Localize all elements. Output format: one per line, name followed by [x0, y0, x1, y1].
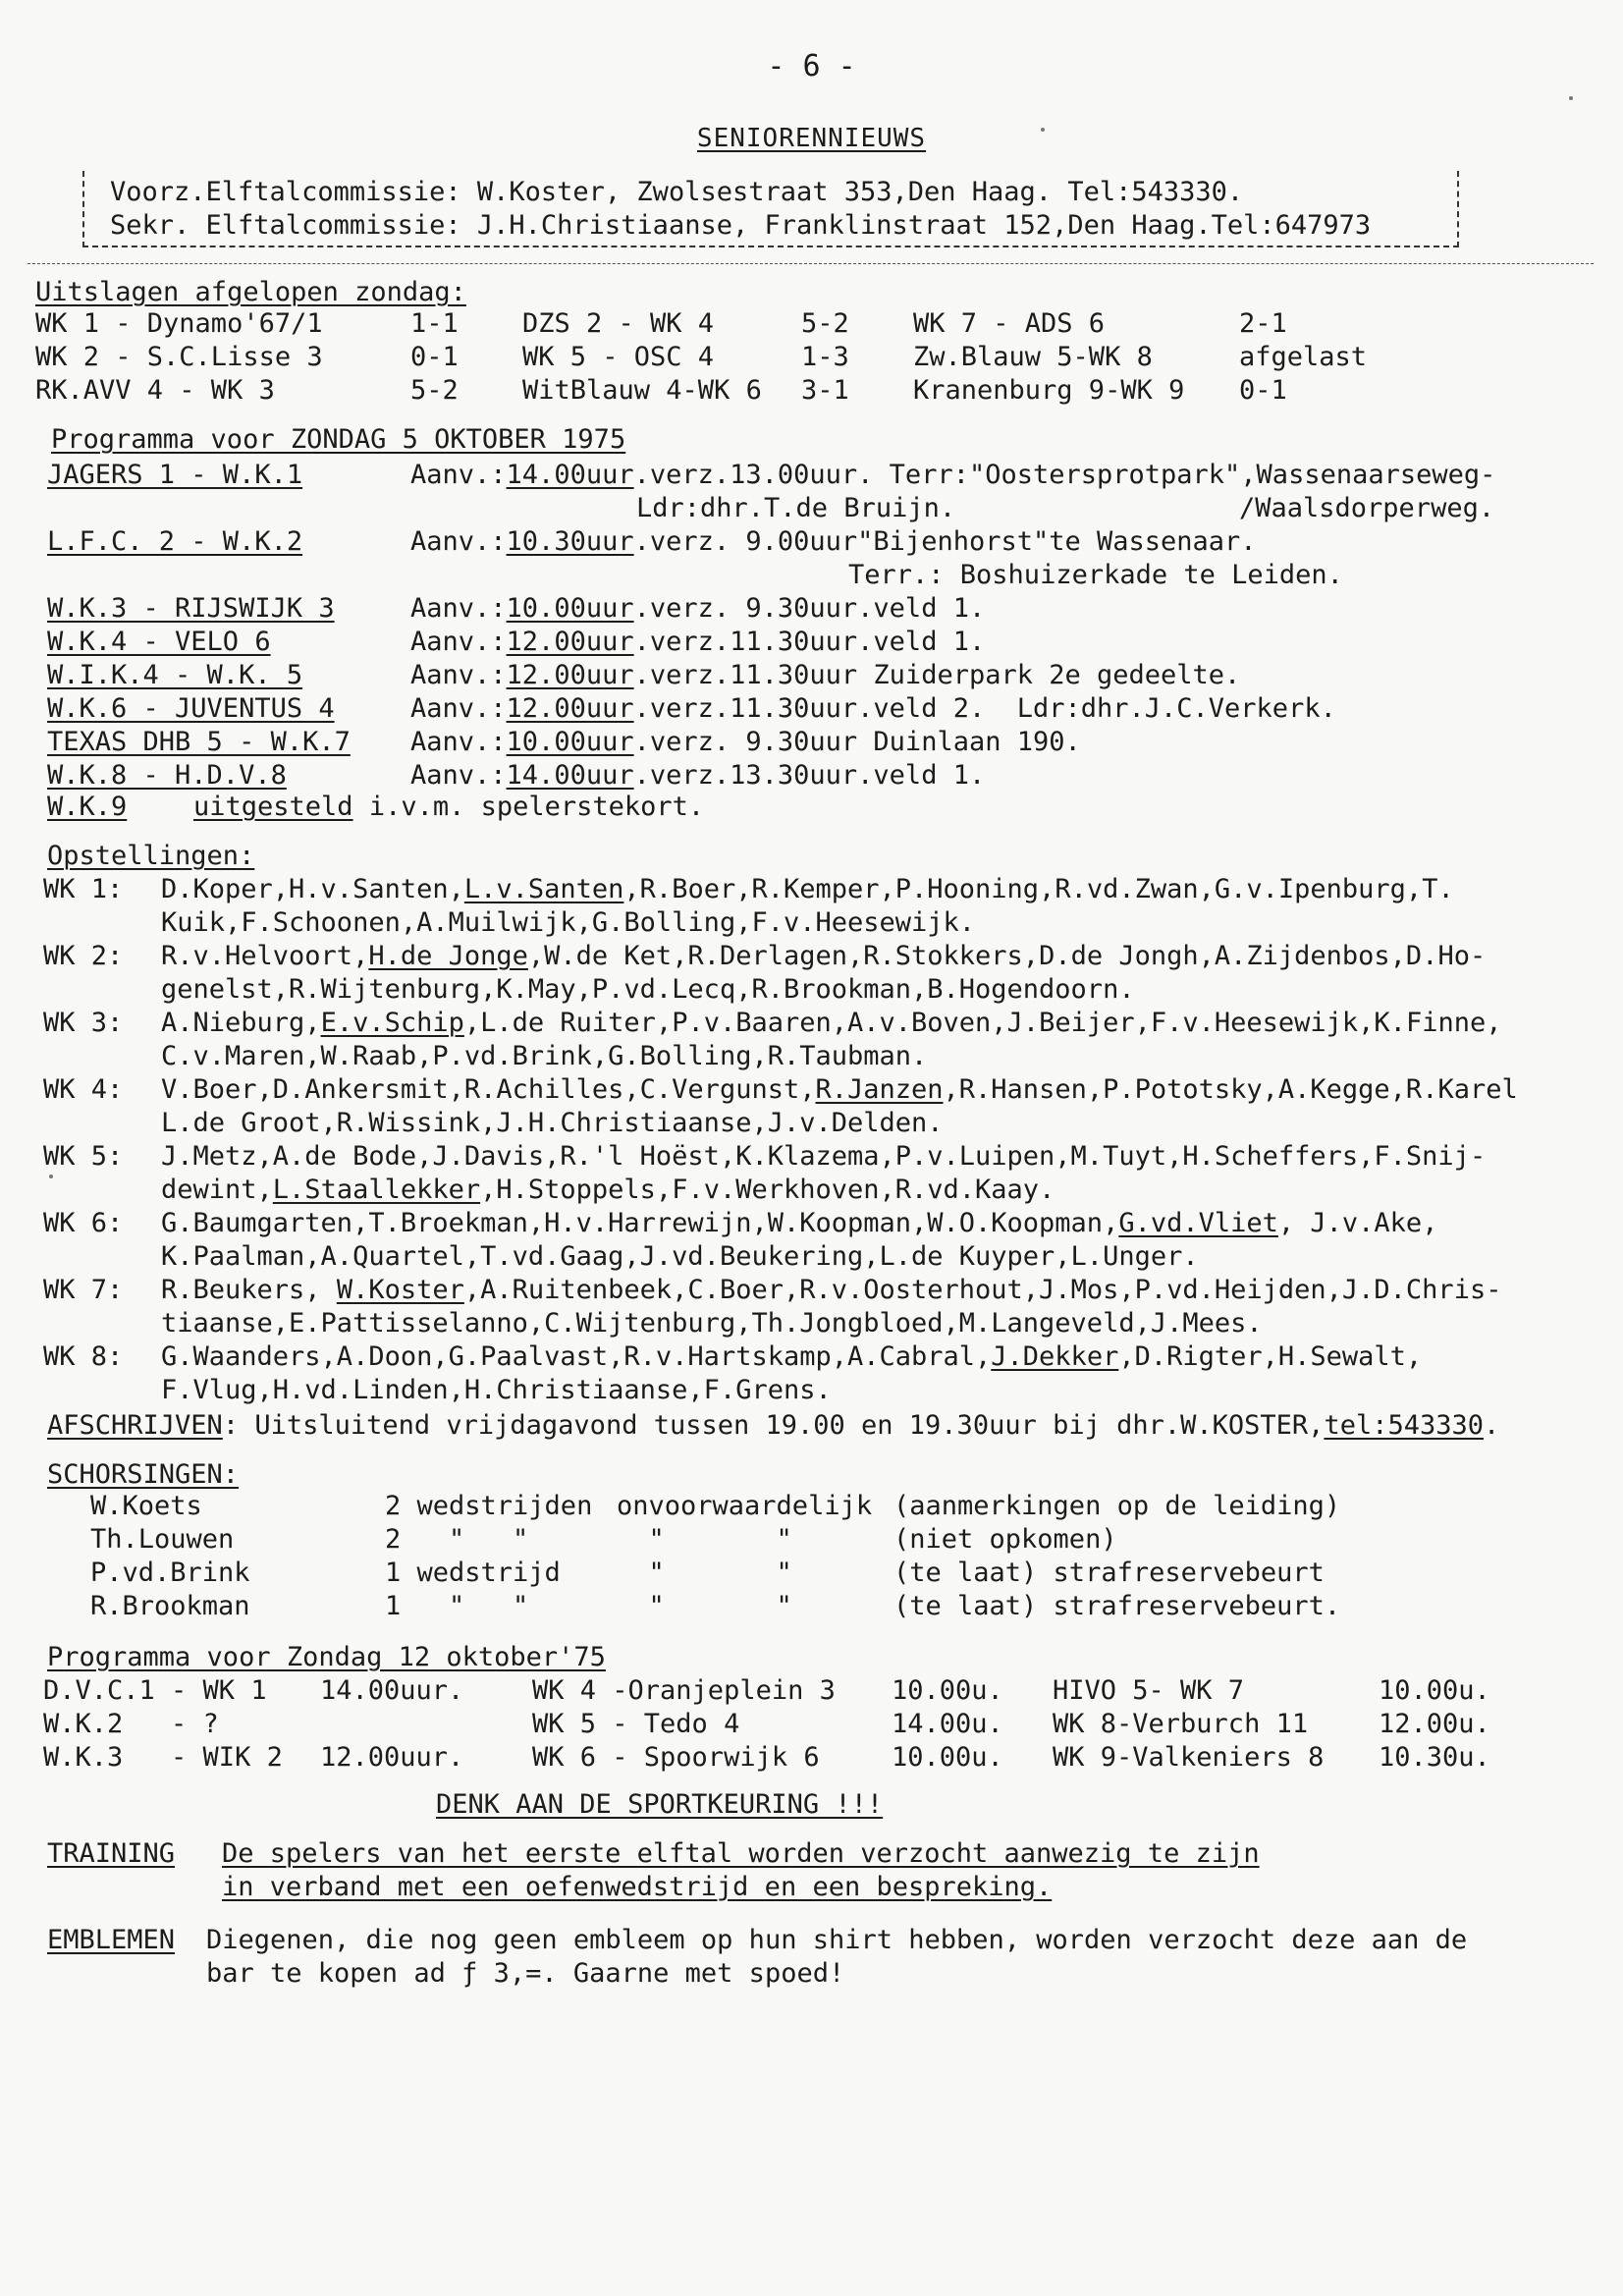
lineup-captain: J.Dekker: [991, 1341, 1119, 1372]
result-match: DZS 2 - WK 4: [522, 308, 715, 339]
lineup-players: D.Koper,H.v.Santen,: [161, 874, 464, 904]
lineup-players: A.Nieburg,: [161, 1008, 321, 1038]
kickoff-time: 10.00uur: [506, 593, 634, 624]
lineup-players: ,R.Hansen,P.Pototsky,A.Kegge,R.Karel: [943, 1074, 1518, 1105]
kickoff-time: 12.00uur: [506, 693, 634, 724]
lineup-line: [161, 1175, 1055, 1206]
fixture-info: .verz.13.00uur. Terr:"Oostersprotpark",Wassenaarseweg-: [633, 460, 1496, 490]
result-score: 0-1: [410, 342, 459, 372]
lineup-players: Kuik,F.Schoonen,A.Muilwijk,G.Bolling,F.v.Heesewijk.: [161, 907, 976, 938]
lineup-line: [161, 1141, 1486, 1173]
lineup-players: R.Beukers,: [161, 1275, 337, 1305]
page-title: SENIORENNIEUWS: [696, 124, 927, 153]
lineup-line: [161, 1041, 927, 1072]
programme-12-oct-heading: Programma voor Zondag 12 oktober'75: [47, 1642, 606, 1672]
kickoff-label: Aanv.:: [410, 593, 507, 624]
result-score: afgelast: [1239, 342, 1368, 372]
wk9-status: [193, 792, 704, 823]
fixture-team: TEXAS DHB 5 - W.K.7: [47, 727, 351, 757]
suspension-count: 1 " ": [385, 1591, 529, 1621]
result-match: Kranenburg 9-WK 9: [913, 375, 1185, 406]
lineup-players: R.v.Helvoort,: [161, 941, 369, 971]
result-match: WK 5 - OSC 4: [522, 342, 715, 372]
fixture-team: W.I.K.4 - W.K. 5: [47, 660, 303, 690]
result-match: RK.AVV 4 - WK 3: [35, 375, 275, 406]
afschrijven-text: : Uitsluitend vrijdagavond tussen 19.00 en 19.30uur bij dhr.W.KOSTER,: [222, 1410, 1325, 1441]
lineup-players: C.v.Maren,W.Raab,P.vd.Brink,G.Bolling,R.Taubman.: [161, 1041, 928, 1071]
lineup-line: [161, 974, 1135, 1006]
fixture-info: .verz. 9.30uur Duinlaan 190.: [633, 727, 1081, 757]
lineup-players: , J.v.Ake,: [1277, 1208, 1438, 1238]
lineup-captain: G.vd.Vliet: [1118, 1208, 1278, 1238]
suspension-name: Th.Louwen: [90, 1524, 235, 1555]
fixture-info: .verz.13.30uur.veld 1.: [633, 760, 986, 791]
kickoff-time: 14.00uur: [506, 760, 634, 791]
fixture-team: L.F.C. 2 - W.K.2: [47, 526, 303, 557]
lineup-players: ,R.Boer,R.Kemper,P.Hooning,R.vd.Zwan,G.v.Ipenburg,T.: [623, 874, 1454, 904]
fixture-team: W.K.4 - VELO 6: [47, 627, 271, 657]
divider: [27, 263, 1594, 264]
fixture-details: [410, 460, 1495, 491]
fixture-details: [410, 526, 1257, 558]
fixture-match: W.K.3 - WIK 2: [43, 1742, 283, 1773]
commission-secretary: Sekr. Elftalcommissie: J.H.Christiaanse, Franklinstraat 152,Den Haag.Tel:647973: [110, 210, 1372, 241]
lineup-players: tiaanse,E.Pattisselanno,C.Wijtenburg,Th.Jongbloed,M.Langeveld,J.Mees.: [161, 1308, 1263, 1339]
fixture-match: WK 8-Verburch 11: [1053, 1709, 1309, 1739]
lineup-players: ,D.Rigter,H.Sewalt,: [1118, 1341, 1423, 1372]
suspension-count: 2 wedstrijden: [385, 1491, 593, 1521]
fixture-continuation: Ldr:dhr.T.de Bruijn.: [636, 493, 956, 523]
lineup-captain: W.Koster: [336, 1275, 464, 1305]
lineup-team: WK 7:: [43, 1275, 124, 1305]
lineup-line: [161, 1208, 1437, 1239]
wk9-postponed: uitgesteld: [193, 792, 353, 822]
results-heading: Uitslagen afgelopen zondag:: [35, 277, 466, 307]
lineup-captain: R.Janzen: [815, 1074, 944, 1105]
lineup-captain: E.v.Schip: [320, 1008, 464, 1038]
lineup-players: ,A.Ruitenbeek,C.Boer,R.v.Oosterhout,J.Mos,P.vd.Heijden,J.D.Chris-: [463, 1275, 1502, 1305]
fixture-time: 14.00uur.: [320, 1675, 464, 1706]
kickoff-time: 10.30uur: [506, 526, 634, 557]
lineup-team: WK 8:: [43, 1341, 124, 1372]
hole-punch-speck: [49, 1175, 53, 1178]
fixture-team: W.K.3 - RIJSWIJK 3: [47, 593, 335, 624]
lineup-team: WK 4:: [43, 1074, 124, 1105]
kickoff-label: Aanv.:: [410, 660, 507, 690]
lineup-captain: H.de Jonge: [368, 941, 528, 971]
fixture-time: 10.00u.: [1379, 1675, 1490, 1706]
programme-5-oct-heading: Programma voor ZONDAG 5 OKTOBER 1975: [51, 424, 626, 455]
suspension-count: 1 wedstrijd: [385, 1558, 561, 1588]
kickoff-label: Aanv.:: [410, 460, 507, 490]
sportkeuring-notice: DENK AAN DE SPORTKEURING !!!: [436, 1789, 884, 1820]
lineup-players: F.Vlug,H.vd.Linden,H.Christiaanse,F.Grens.: [161, 1375, 832, 1405]
kickoff-time: 14.00uur: [506, 460, 634, 490]
lineup-captain: L.Staallekker: [272, 1175, 481, 1205]
fixture-details: [410, 593, 985, 625]
training-line-1: De spelers van het eerste elftal worden verzocht aanwezig te zijn: [222, 1838, 1260, 1869]
suspension-reason: (te laat) strafreservebeurt: [893, 1558, 1325, 1588]
kickoff-time: 10.00uur: [506, 727, 634, 757]
page-number: - 6 -: [767, 49, 856, 83]
suspension-reason: (aanmerkingen op de leiding): [893, 1491, 1341, 1521]
fixture-details: [410, 627, 985, 658]
fixture-continuation: Terr.: Boshuizerkade te Leiden.: [848, 560, 1343, 590]
lineup-line: [161, 1108, 944, 1139]
lineup-line: [161, 907, 975, 939]
lineup-line: [161, 1341, 1422, 1373]
lineup-players: J.Metz,A.de Bode,J.Davis,R.'l Hoëst,K.Klazema,P.v.Luipen,M.Tuyt,H.Scheffers,F.Snij-: [161, 1141, 1487, 1172]
lineup-players: ,W.de Ket,R.Derlagen,R.Stokkers,D.de Jongh,A.Zijdenbos,D.Ho-: [527, 941, 1487, 971]
kickoff-label: Aanv.:: [410, 727, 507, 757]
kickoff-label: Aanv.:: [410, 760, 507, 791]
kickoff-label: Aanv.:: [410, 627, 507, 657]
lineup-players: ,H.Stoppels,F.v.Werkhoven,R.vd.Kaay.: [480, 1175, 1055, 1205]
kickoff-time: 12.00uur: [506, 627, 634, 657]
suspension-kind: " ": [617, 1558, 792, 1588]
wk9-team: W.K.9: [47, 792, 128, 822]
lineup-players: G.Waanders,A.Doon,G.Paalvast,R.v.Hartskamp,A.Cabral,: [161, 1341, 992, 1372]
fixture-time: 10.00u.: [892, 1675, 1003, 1706]
commission-chair: Voorz.Elftalcommissie: W.Koster, Zwolsestraat 353,Den Haag. Tel:543330.: [110, 177, 1244, 207]
fixture-details: [410, 660, 1240, 691]
lineup-line: [161, 1275, 1501, 1306]
afschrijven: [47, 1410, 1499, 1442]
fixture-team: JAGERS 1 - W.K.1: [47, 460, 303, 490]
fixture-match: W.K.2 - ?: [43, 1709, 219, 1739]
lineup-team: WK 2:: [43, 941, 124, 971]
lineup-line: [161, 1375, 832, 1406]
lineup-team: WK 6:: [43, 1208, 124, 1238]
result-match: WitBlauw 4-WK 6: [522, 375, 762, 406]
lineups-heading: Opstellingen:: [47, 841, 255, 871]
training-line-2: in verband met een oefenwedstrijd en een bespreking.: [222, 1872, 1053, 1902]
emblemen-label: EMBLEMEN: [47, 1925, 176, 1955]
lineup-line: [161, 1308, 1263, 1339]
lineup-players: V.Boer,D.Ankersmit,R.Achilles,C.Vergunst,: [161, 1074, 816, 1105]
afschrijven-end: .: [1484, 1410, 1500, 1441]
fixture-time: 12.00u.: [1379, 1709, 1490, 1739]
wk9-reason: i.v.m. spelerstekort.: [352, 792, 705, 822]
lineup-players: ,L.de Ruiter,P.v.Baaren,A.v.Boven,J.Beijer,F.v.Heesewijk,K.Finne,: [463, 1008, 1502, 1038]
fixture-time: 14.00u.: [892, 1709, 1003, 1739]
fixture-match: HIVO 5- WK 7: [1053, 1675, 1245, 1706]
kickoff-label: Aanv.:: [410, 693, 507, 724]
lineup-team: WK 3:: [43, 1008, 124, 1038]
result-score: 0-1: [1239, 375, 1287, 406]
lineup-line: [161, 1241, 1199, 1273]
suspension-kind: onvoorwaardelijk: [617, 1491, 873, 1521]
lineup-players: K.Paalman,A.Quartel,T.vd.Gaag,J.vd.Beukering,L.de Kuyper,L.Unger.: [161, 1241, 1199, 1272]
fixture-info: .verz.11.30uur.veld 1.: [633, 627, 986, 657]
lineup-captain: L.v.Santen: [463, 874, 624, 904]
training-label: TRAINING: [47, 1838, 176, 1869]
fixture-time: 12.00uur.: [320, 1742, 464, 1773]
lineup-players: L.de Groot,R.Wissink,J.H.Christiaanse,J.v.Delden.: [161, 1108, 944, 1138]
lineup-line: [161, 874, 1454, 905]
afschrijven-phone: tel:543330: [1324, 1410, 1484, 1441]
lineup-line: [161, 1008, 1501, 1039]
emblemen-line-2: bar te kopen ad ƒ 3,=. Gaarne met spoed!: [206, 1958, 845, 1989]
suspension-name: R.Brookman: [90, 1591, 250, 1621]
fixture-continuation: /Waalsdorperweg.: [1239, 493, 1495, 523]
fixture-info: .verz. 9.30uur.veld 1.: [633, 593, 986, 624]
fixture-details: [410, 760, 985, 792]
fixture-time: 10.30u.: [1379, 1742, 1490, 1773]
lineup-players: genelst,R.Wijtenburg,K.May,P.vd.Lecq,R.Brookman,B.Hogendoorn.: [161, 974, 1135, 1005]
fixture-match: WK 4 -Oranjeplein 3: [532, 1675, 836, 1706]
suspension-reason: (niet opkomen): [893, 1524, 1117, 1555]
fixture-team: W.K.6 - JUVENTUS 4: [47, 693, 335, 724]
kickoff-label: Aanv.:: [410, 526, 507, 557]
result-score: 1-1: [410, 308, 459, 339]
fixture-info: .verz.11.30uur Zuiderpark 2e gedeelte.: [633, 660, 1241, 690]
suspension-count: 2 " ": [385, 1524, 529, 1555]
kickoff-time: 12.00uur: [506, 660, 634, 690]
fixture-details: [410, 693, 1336, 725]
fixture-team: W.K.8 - H.D.V.8: [47, 760, 287, 791]
result-match: WK 1 - Dynamo'67/1: [35, 308, 323, 339]
lineup-line: [161, 1074, 1518, 1106]
fixture-time: 10.00u.: [892, 1742, 1003, 1773]
lineup-team: WK 1:: [43, 874, 124, 904]
result-score: 1-3: [801, 342, 849, 372]
result-score: 2-1: [1239, 308, 1287, 339]
suspension-name: W.Koets: [90, 1491, 202, 1521]
suspension-name: P.vd.Brink: [90, 1558, 250, 1588]
lineup-players: dewint,: [161, 1175, 273, 1205]
result-score: 3-1: [801, 375, 849, 406]
fixture-details: [410, 727, 1081, 758]
result-match: WK 2 - S.C.Lisse 3: [35, 342, 323, 372]
result-match: WK 7 - ADS 6: [913, 308, 1106, 339]
result-score: 5-2: [410, 375, 459, 406]
afschrijven-label: AFSCHRIJVEN: [47, 1410, 223, 1441]
fixture-match: WK 6 - Spoorwijk 6: [532, 1742, 820, 1773]
emblemen-line-1: Diegenen, die nog geen embleem op hun shirt hebben, worden verzocht deze aan de: [206, 1925, 1468, 1955]
fixture-match: WK 9-Valkeniers 8: [1053, 1742, 1325, 1773]
lineup-team: WK 5:: [43, 1141, 124, 1172]
scan-speck: [1569, 96, 1573, 100]
lineup-players: G.Baumgarten,T.Broekman,H.v.Harrewijn,W.Koopman,W.O.Koopman,: [161, 1208, 1119, 1238]
fixture-match: D.V.C.1 - WK 1: [43, 1675, 267, 1706]
result-match: Zw.Blauw 5-WK 8: [913, 342, 1153, 372]
fixture-info: .verz.11.30uur.veld 2. Ldr:dhr.J.C.Verkerk.: [633, 693, 1336, 724]
fixture-match: WK 5 - Tedo 4: [532, 1709, 740, 1739]
suspensions-heading: SCHORSINGEN:: [47, 1459, 240, 1490]
result-score: 5-2: [801, 308, 849, 339]
fixture-info: .verz. 9.00uur"Bijenhorst"te Wassenaar.: [633, 526, 1257, 557]
scan-speck: [1041, 128, 1045, 132]
suspension-reason: (te laat) strafreservebeurt.: [893, 1591, 1341, 1621]
suspension-kind: " ": [617, 1524, 792, 1555]
suspension-kind: " ": [617, 1591, 792, 1621]
lineup-line: [161, 941, 1486, 972]
